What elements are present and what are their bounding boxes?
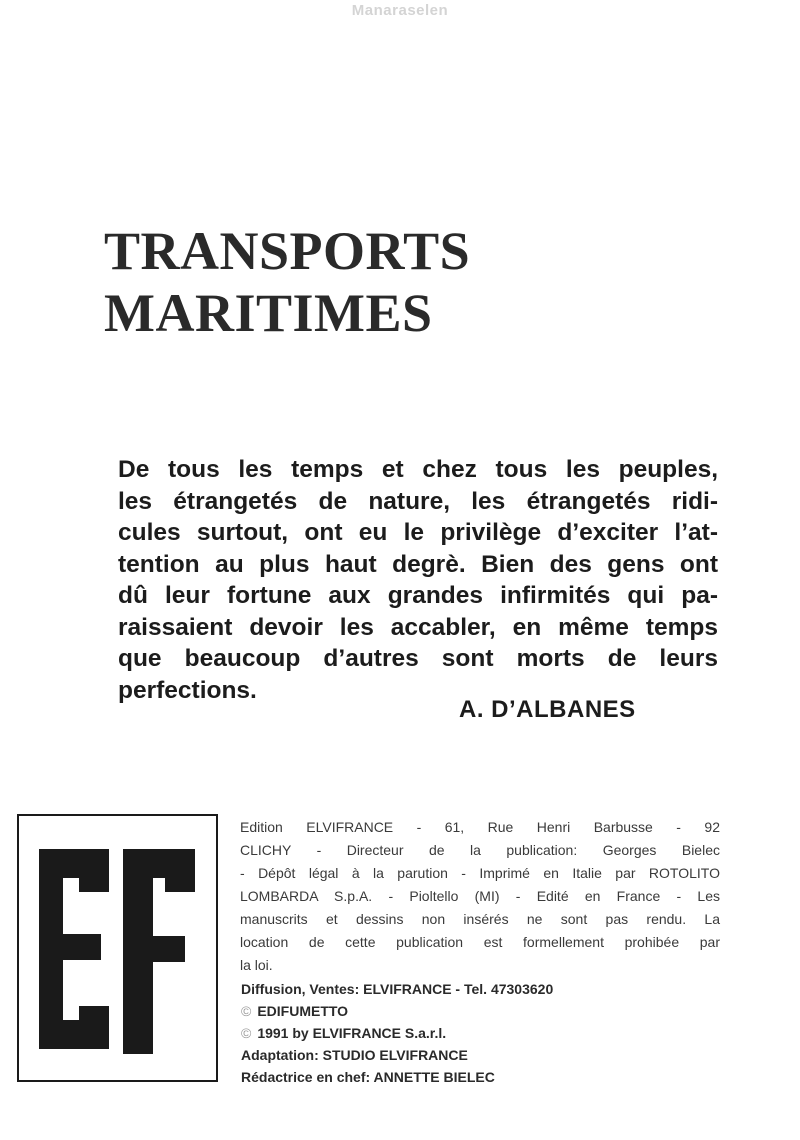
credits-line: CLICHY - Directeur de la publication: Georges Bielec bbox=[240, 842, 720, 858]
quote-author: A. D’ALBANES bbox=[459, 696, 636, 723]
credits-line: - Dépôt légal à la parution - Imprimé en Italie par ROTOLITO bbox=[240, 865, 720, 881]
copyright-line-2 bbox=[241, 1022, 721, 1044]
quote-line: raissaient devoir les accabler, en même temps bbox=[118, 613, 718, 641]
quote-line: cules surtout, ont eu le privilège d’exciter l’at- bbox=[118, 519, 718, 546]
publication-info-bold bbox=[241, 978, 721, 1088]
logo-letter-f bbox=[123, 849, 195, 1054]
publication-credits bbox=[240, 816, 720, 977]
credits-line: location de cette publication est formellement prohibée par bbox=[240, 934, 720, 950]
credits-line: Edition ELVIFRANCE - 61, Rue Henri Barbusse - 92 bbox=[240, 819, 720, 835]
epigraph-quote bbox=[118, 454, 718, 706]
logo-letter-e bbox=[39, 849, 109, 1049]
page-title bbox=[104, 220, 704, 344]
copyright-icon: © bbox=[241, 1003, 252, 1019]
credits-line: la loi. bbox=[240, 957, 273, 973]
publisher-logo bbox=[17, 814, 218, 1082]
ef-logo-icon bbox=[19, 816, 215, 1079]
copyright-holder-2: 1991 by ELVIFRANCE S.a.r.l. bbox=[257, 1025, 447, 1041]
quote-line: perfections. bbox=[118, 676, 257, 704]
copyright-line-1 bbox=[241, 1000, 721, 1022]
copyright-icon: © bbox=[241, 1025, 252, 1041]
title-line-1: TRANSPORTS bbox=[104, 221, 471, 281]
copyright-holder-1: EDIFUMETTO bbox=[257, 1003, 349, 1019]
diffusion-line: Diffusion, Ventes: ELVIFRANCE - Tel. 47303620 bbox=[241, 981, 554, 997]
editor-line: Rédactrice en chef: ANNETTE BIELEC bbox=[241, 1069, 495, 1085]
adaptation-line: Adaptation: STUDIO ELVIFRANCE bbox=[241, 1047, 468, 1063]
quote-line: que beaucoup d’autres sont morts de leurs bbox=[118, 645, 718, 672]
quote-line: tention au plus haut degrè. Bien des gens ont bbox=[118, 550, 718, 578]
credits-line: manuscrits et dessins non insérés ne sont pas rendu. La bbox=[240, 911, 720, 927]
credits-line: LOMBARDA S.p.A. - Pioltello (MI) - Edité en France - Les bbox=[240, 888, 720, 904]
quote-line: les étrangetés de nature, les étrangetés ridi- bbox=[118, 487, 718, 515]
watermark-text: Manaraselen bbox=[351, 2, 449, 19]
title-line-2: MARITIMES bbox=[104, 283, 433, 343]
quote-line: dû leur fortune aux grandes infirmités qui pa- bbox=[118, 582, 718, 609]
quote-line: De tous les temps et chez tous les peuples, bbox=[118, 456, 718, 483]
